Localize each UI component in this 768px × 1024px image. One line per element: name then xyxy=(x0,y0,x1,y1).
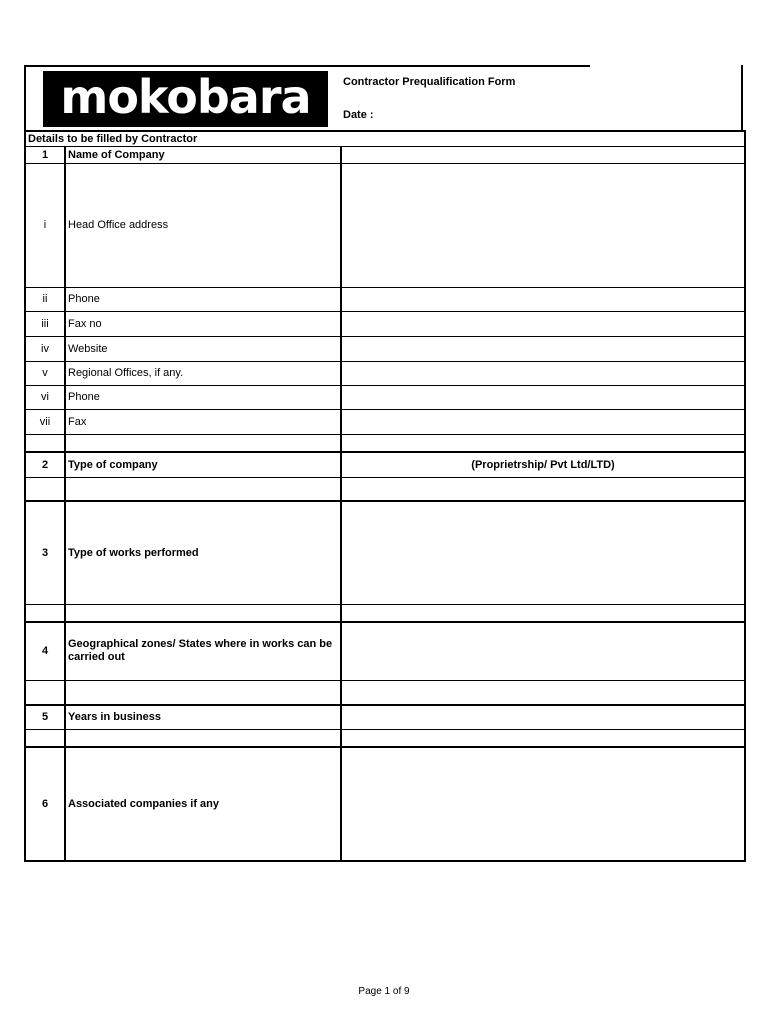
row-label xyxy=(65,477,341,501)
row-label: Fax no xyxy=(65,311,341,336)
row-number: i xyxy=(25,163,65,287)
works-performed-field[interactable] xyxy=(341,501,745,604)
fax-field[interactable] xyxy=(341,311,745,336)
row-number: iii xyxy=(25,311,65,336)
spacer-field xyxy=(341,680,745,705)
website-field[interactable] xyxy=(341,336,745,361)
table-row xyxy=(25,311,745,336)
header-top-rule xyxy=(24,65,590,67)
table-row xyxy=(25,747,745,861)
associated-companies-field[interactable] xyxy=(341,747,745,861)
company-type-field[interactable]: (Proprietrship/ Pvt Ltd/LTD) xyxy=(341,452,745,477)
row-number: 6 xyxy=(25,747,65,861)
prequalification-table xyxy=(24,130,746,862)
table-row xyxy=(25,409,745,434)
row-number xyxy=(25,434,65,452)
row-number: vi xyxy=(25,385,65,409)
row-label: Phone xyxy=(65,385,341,409)
row-number: ii xyxy=(25,287,65,311)
row-number: 1 xyxy=(25,146,65,163)
row-label: Type of company xyxy=(65,452,341,477)
regional-fax-field[interactable] xyxy=(341,409,745,434)
row-number xyxy=(25,680,65,705)
row-label xyxy=(65,434,341,452)
table-row xyxy=(25,287,745,311)
table-row xyxy=(25,336,745,361)
years-in-business-field[interactable] xyxy=(341,705,745,729)
table-row xyxy=(25,361,745,385)
row-label: Associated companies if any xyxy=(65,747,341,861)
row-label xyxy=(65,604,341,622)
company-name-field[interactable] xyxy=(341,146,745,163)
table-row xyxy=(25,146,745,163)
spacer-row xyxy=(25,680,745,705)
spacer-field xyxy=(341,477,745,501)
row-label: Type of works performed xyxy=(65,501,341,604)
header-right-border xyxy=(741,65,743,131)
row-label: Head Office address xyxy=(65,163,341,287)
spacer-row xyxy=(25,434,745,452)
regional-phone-field[interactable] xyxy=(341,385,745,409)
spacer-field xyxy=(341,434,745,452)
row-label: Website xyxy=(65,336,341,361)
table-row xyxy=(25,501,745,604)
table-row xyxy=(25,385,745,409)
geographical-zones-field[interactable] xyxy=(341,622,745,680)
section-title: Details to be filled by Contractor xyxy=(25,131,745,146)
form-title: Contractor Prequalification Form xyxy=(343,76,516,88)
table-row xyxy=(25,705,745,729)
page-number: Page 1 of 9 xyxy=(358,986,410,997)
spacer-row xyxy=(25,729,745,747)
spacer-row xyxy=(25,604,745,622)
row-label: Years in business xyxy=(65,705,341,729)
row-label: Regional Offices, if any. xyxy=(65,361,341,385)
phone-field[interactable] xyxy=(341,287,745,311)
table-row xyxy=(25,163,745,287)
row-number: vii xyxy=(25,409,65,434)
row-number xyxy=(25,477,65,501)
regional-offices-field[interactable] xyxy=(341,361,745,385)
row-number: 5 xyxy=(25,705,65,729)
row-label: Name of Company xyxy=(65,146,341,163)
row-number: 2 xyxy=(25,452,65,477)
date-label: Date : xyxy=(343,109,374,121)
row-number xyxy=(25,604,65,622)
table-row xyxy=(25,622,745,680)
row-label xyxy=(65,729,341,747)
row-label xyxy=(65,680,341,705)
row-label: Phone xyxy=(65,287,341,311)
spacer-field xyxy=(341,729,745,747)
row-label: Geographical zones/ States where in works can be carried out xyxy=(68,638,333,664)
spacer-field xyxy=(341,604,745,622)
logo-text: mokobara xyxy=(60,70,311,124)
row-number xyxy=(25,729,65,747)
row-label: Fax xyxy=(65,409,341,434)
header-left-border xyxy=(24,65,26,131)
row-number: 3 xyxy=(25,501,65,604)
row-number: iv xyxy=(25,336,65,361)
head-office-address-field[interactable] xyxy=(341,163,745,287)
mokobara-logo xyxy=(43,71,328,127)
row-number: 4 xyxy=(25,622,65,680)
spacer-row xyxy=(25,477,745,501)
table-row xyxy=(25,452,745,477)
row-number: v xyxy=(25,361,65,385)
